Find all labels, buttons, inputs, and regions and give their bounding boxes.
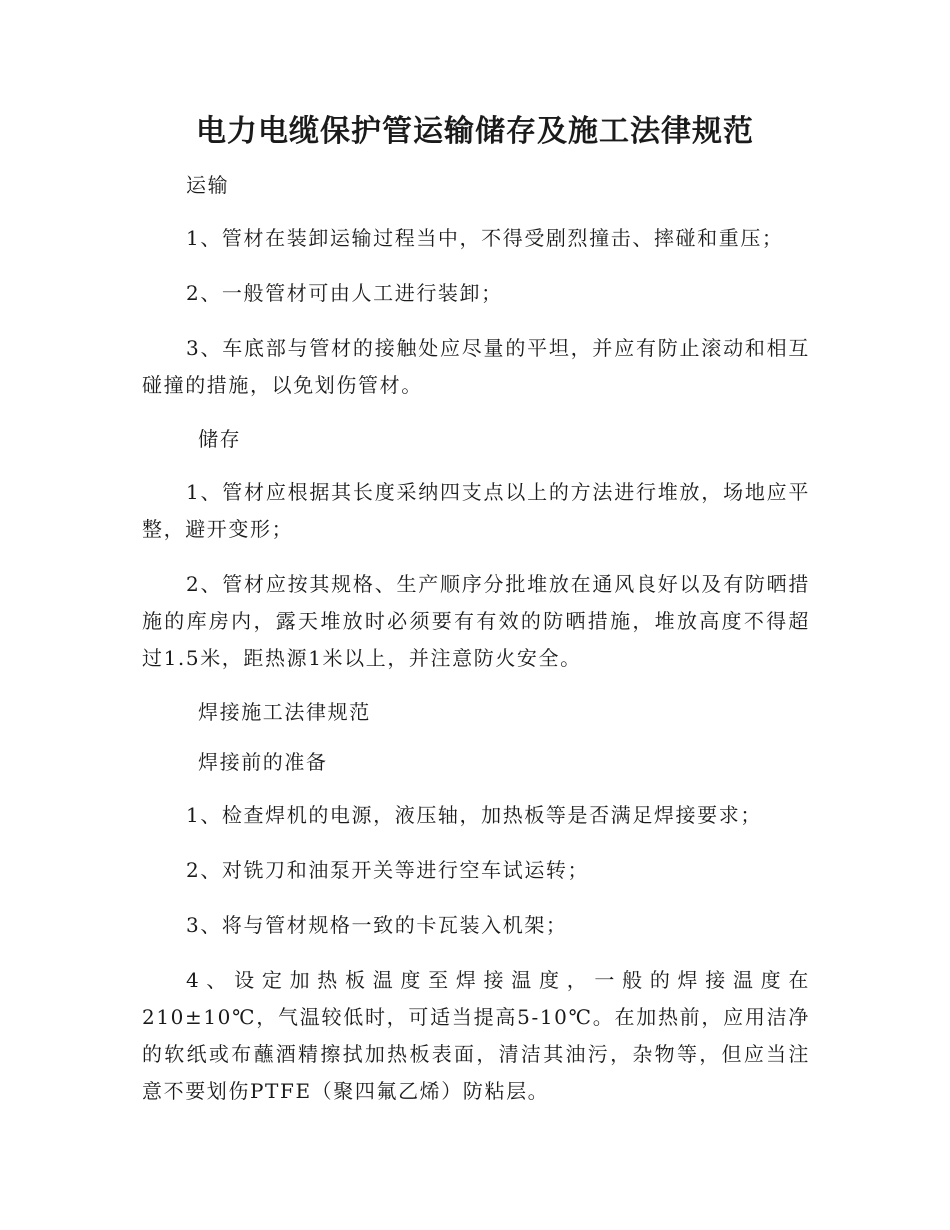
paragraph-storage-2: 2、管材应按其规格、生产顺序分批堆放在通风良好以及有防晒措施的库房内，露天堆放时必须要有有效的防晒措施，堆放高度不得超过1.5米，距热源1米以上，并注意防火安全。 — [142, 572, 810, 670]
paragraph-welding-1: 1、检查焊机的电源，液压轴，加热板等是否满足焊接要求； — [186, 803, 762, 827]
paragraph-transport-3: 3、车底部与管材的接触处应尽量的平坦，并应有防止滚动和相互碰撞的措施，以免划伤管材。 — [142, 336, 810, 397]
section-heading-welding: 焊接施工法律规范 — [198, 700, 371, 724]
section-heading-transport: 运输 — [186, 173, 230, 197]
paragraph-welding-2: 2、对铣刀和油泵开关等进行空车试运转； — [186, 858, 590, 882]
document-body — [142, 168, 810, 1110]
paragraph-storage-1: 1、管材应根据其长度采纳四支点以上的方法进行堆放，场地应平整，避开变形； — [142, 480, 810, 541]
section-heading-storage: 储存 — [198, 427, 242, 451]
subheading-welding-preparation: 焊接前的准备 — [198, 750, 328, 774]
paragraph-transport-1: 1、管材在装卸运输过程当中，不得受剧烈撞击、摔碰和重压； — [186, 226, 784, 250]
paragraph-welding-4: 4、设定加热板温度至焊接温度，一般的焊接温度在210±10℃，气温较低时，可适当提高5-10℃。在加热前，应用洁净的软纸或布蘸酒精擦拭加热板表面，清洁其油污，杂物等，但应当注意不要划伤PTFE（聚四氟乙烯）防粘层。 — [142, 968, 810, 1103]
page-title: 电力电缆保护管运输储存及施工法律规范 — [196, 114, 754, 149]
paragraph-transport-2: 2、一般管材可由人工进行装卸； — [186, 281, 503, 305]
paragraph-welding-3: 3、将与管材规格一致的卡瓦装入机架； — [186, 913, 568, 937]
